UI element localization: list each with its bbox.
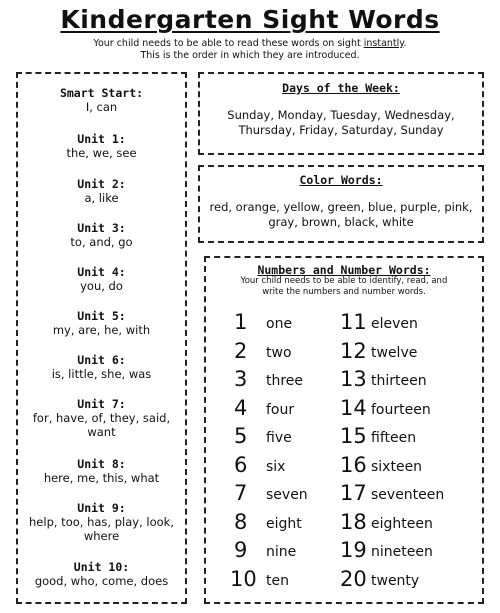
number-word: eighteen <box>371 516 433 532</box>
number-digit: 4 <box>234 396 248 420</box>
number-word: ten <box>266 573 289 589</box>
number-word: one <box>266 316 293 332</box>
number-word: six <box>266 459 286 475</box>
unit-name: Unit 1: <box>77 132 126 146</box>
unit-smart-start <box>18 86 185 114</box>
unit-words: a, like <box>84 191 119 205</box>
number-digit: 16 <box>340 453 367 477</box>
number-word: four <box>266 402 295 418</box>
subtitle-line-1 <box>0 38 500 50</box>
number-digit: 20 <box>340 567 367 591</box>
days-of-week-box <box>198 72 484 155</box>
number-row <box>206 451 482 479</box>
number-row <box>206 337 482 365</box>
subtitle-emphasis: instantly <box>363 38 404 49</box>
number-word: seventeen <box>371 487 445 503</box>
number-row <box>206 365 482 393</box>
unit-name: Unit 2: <box>77 177 126 191</box>
unit-1 <box>18 132 185 160</box>
unit-8 <box>18 457 185 485</box>
unit-4 <box>18 265 185 293</box>
days-heading: Days of the Week: <box>282 81 400 95</box>
subtitle-period: . <box>403 38 407 49</box>
number-digit: 19 <box>340 538 367 562</box>
colors-words: red, orange, yellow, green, blue, purple, pink, gray, brown, black, white <box>209 200 473 229</box>
unit-2 <box>18 177 185 205</box>
unit-words: my, are, he, with <box>52 323 151 337</box>
unit-words: is, little, she, was <box>51 367 152 381</box>
number-row <box>206 536 482 564</box>
number-digit: 15 <box>340 424 367 448</box>
unit-5 <box>18 309 185 337</box>
number-digit: 6 <box>234 453 248 477</box>
number-row <box>206 422 482 450</box>
unit-words: I, can <box>85 100 118 114</box>
unit-7 <box>18 397 185 439</box>
number-row <box>206 394 482 422</box>
number-word: eight <box>266 516 302 532</box>
number-digit: 14 <box>340 396 367 420</box>
number-word: thirteen <box>371 373 427 389</box>
unit-name: Smart Start: <box>59 86 144 100</box>
number-word: nine <box>266 544 297 560</box>
unit-words: good, who, come, does <box>34 574 169 588</box>
number-word: seven <box>266 487 308 503</box>
unit-words: the, we, see <box>66 146 137 160</box>
number-digit: 10 <box>230 567 257 591</box>
number-word: nineteen <box>371 544 433 560</box>
subtitle-line-1-text: Your child needs to be able to read these words on sight <box>93 38 364 49</box>
number-digit: 11 <box>340 310 367 334</box>
number-row <box>206 565 482 593</box>
number-word: twenty <box>371 573 420 589</box>
numbers-subtitle <box>212 276 476 298</box>
number-digit: 7 <box>234 481 248 505</box>
number-digit: 9 <box>234 538 248 562</box>
unit-name: Unit 7: <box>77 397 126 411</box>
unit-name: Unit 10: <box>73 560 130 574</box>
unit-6 <box>18 353 185 381</box>
number-word: two <box>266 345 292 361</box>
number-digit: 17 <box>340 481 367 505</box>
number-digit: 13 <box>340 367 367 391</box>
number-word: three <box>266 373 304 389</box>
page-title: Kindergarten Sight Words <box>60 5 440 34</box>
number-word: fourteen <box>371 402 431 418</box>
number-word: fifteen <box>371 430 417 446</box>
number-digit: 12 <box>340 339 367 363</box>
unit-3 <box>18 221 185 249</box>
unit-name: Unit 4: <box>77 265 126 279</box>
unit-name: Unit 6: <box>77 353 126 367</box>
number-word: five <box>266 430 292 446</box>
number-row <box>206 479 482 507</box>
number-digit: 3 <box>234 367 248 391</box>
unit-10 <box>18 560 185 588</box>
number-word: eleven <box>371 316 418 332</box>
numbers-subtitle-line-2: write the numbers and number words. <box>262 287 426 297</box>
numbers-box <box>204 256 484 604</box>
unit-words: you, do <box>80 279 123 293</box>
colors-heading: Color Words: <box>299 173 383 187</box>
number-word: twelve <box>371 345 418 361</box>
unit-name: Unit 8: <box>77 457 126 471</box>
number-digit: 2 <box>234 339 248 363</box>
unit-words: here, me, this, what <box>43 471 160 485</box>
number-digit: 1 <box>234 310 248 334</box>
unit-words: help, too, has, play, look, where <box>29 515 174 543</box>
page-subtitle <box>0 38 500 62</box>
unit-9 <box>18 501 185 543</box>
numbers-subtitle-line-1: Your child needs to be able to identify, read, and <box>240 276 448 286</box>
color-words-box <box>198 165 484 243</box>
unit-name: Unit 5: <box>77 309 126 323</box>
number-word: sixteen <box>371 459 423 475</box>
number-digit: 8 <box>234 510 248 534</box>
unit-name: Unit 9: <box>77 501 126 515</box>
number-row <box>206 308 482 336</box>
unit-name: Unit 3: <box>77 221 126 235</box>
number-row <box>206 508 482 536</box>
number-digit: 18 <box>340 510 367 534</box>
subtitle-line-2: This is the order in which they are introduced. <box>140 50 360 61</box>
unit-words: for, have, of, they, said, want <box>32 411 171 439</box>
days-words: Sunday, Monday, Tuesday, Wednesday, Thursday, Friday, Saturday, Sunday <box>227 108 455 137</box>
units-box <box>16 72 187 604</box>
numbers-heading: Numbers and Number Words: <box>257 263 431 277</box>
unit-words: to, and, go <box>70 235 133 249</box>
number-digit: 5 <box>234 424 248 448</box>
